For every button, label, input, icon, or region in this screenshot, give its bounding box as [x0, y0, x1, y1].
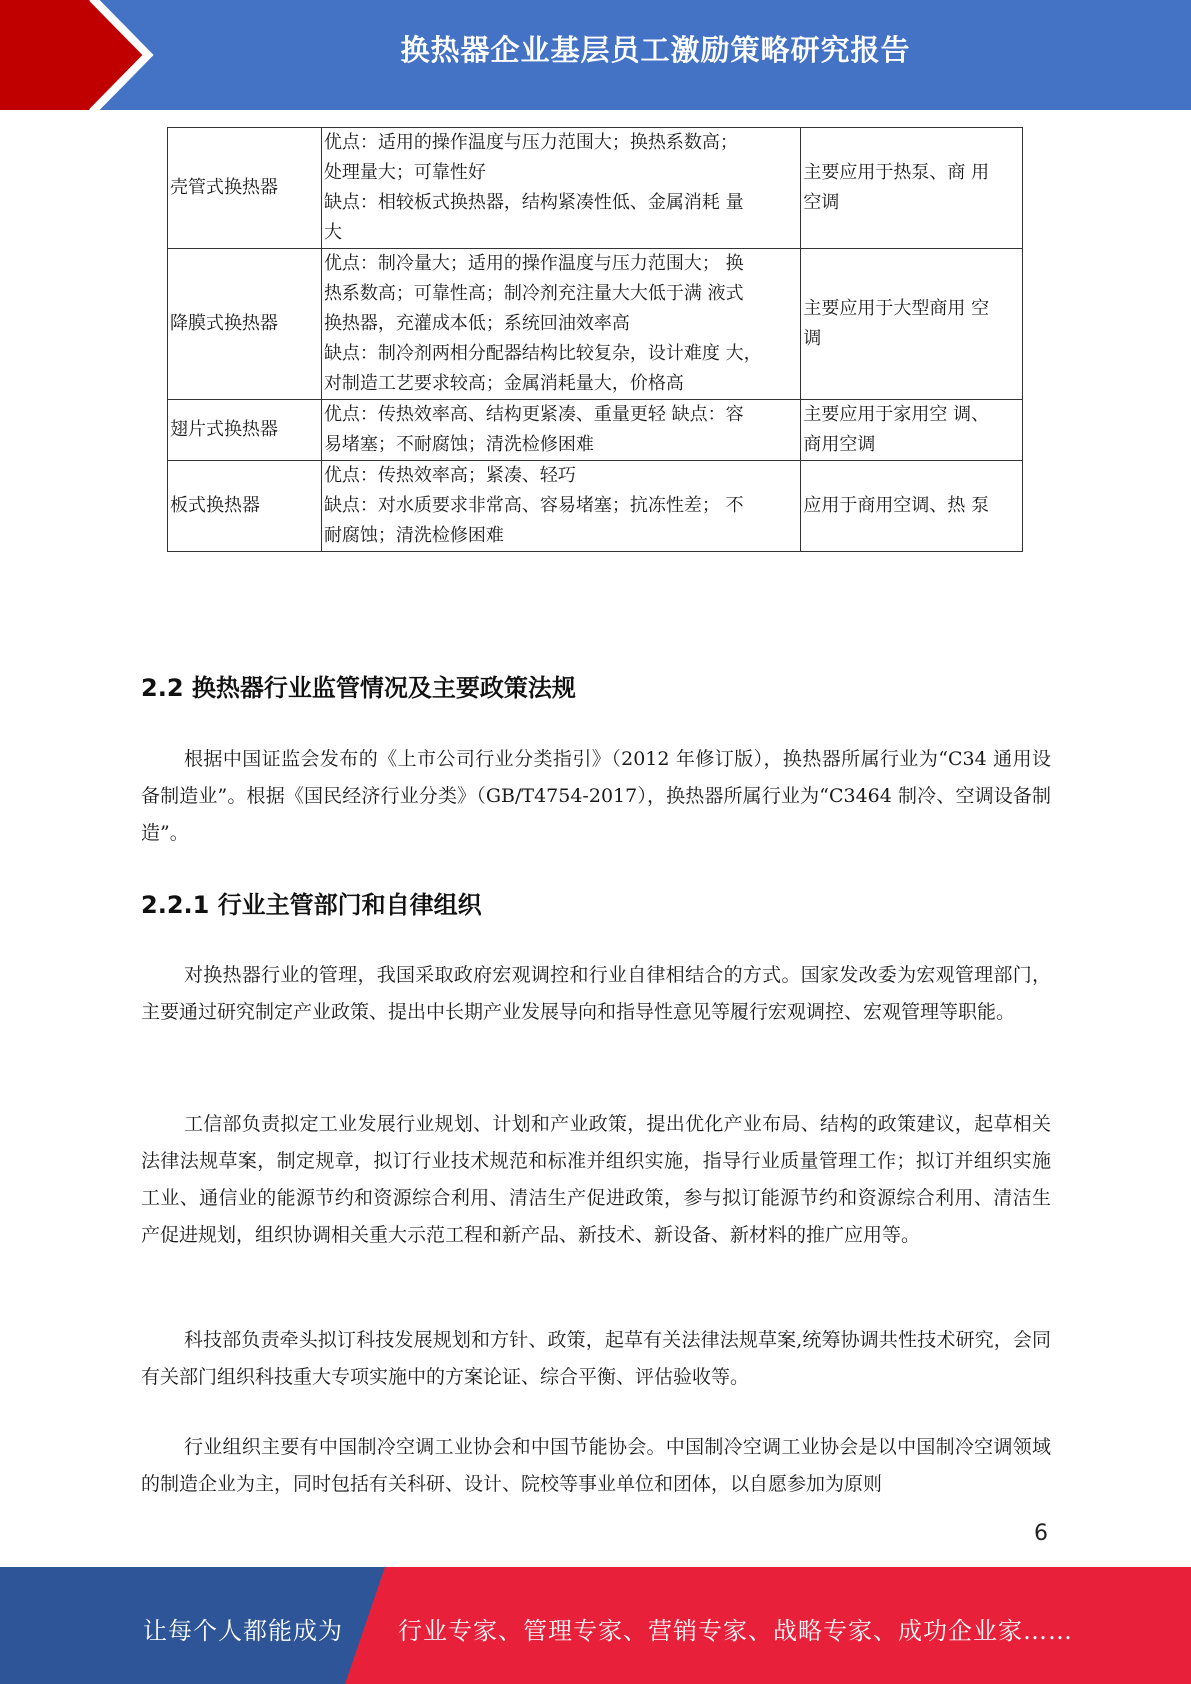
body-paragraph: 对换热器行业的管理，我国采取政府宏观调控和行业自律相结合的方式。国家发改委为宏观管理部门，主要通过研究制定产业政策、提出中长期产业发展导向和指导性意见等履行宏观调控、宏观管理等职能。	[141, 964, 1051, 1023]
pros-cons-line: 大	[323, 222, 342, 243]
application-cell	[801, 249, 1023, 400]
pros-cons-cell	[321, 249, 800, 400]
pros-cons-line: 易堵塞；不耐腐蚀；清洗检修困难	[323, 434, 594, 455]
pros-cons-line: 优点：传热效率高、结构更紧凑、重量更轻 缺点：容	[323, 404, 744, 425]
pros-cons-line: 换热器，充灌成本低；系统回油效率高	[323, 313, 630, 334]
application-line: 主要应用于家用空 调、	[803, 404, 990, 425]
exchanger-type-cell: 板式换热器	[168, 461, 322, 552]
footer-slogan-right: 行业专家、管理专家、营销专家、战略专家、成功企业家……	[398, 1617, 1073, 1645]
page-number: 6	[1034, 1521, 1048, 1546]
pros-cons-line: 缺点：对水质要求非常高、容易堵塞；抗冻性差； 不	[323, 495, 744, 516]
pros-cons-line: 缺点：相较板式换热器，结构紧凑性低、金属消耗 量	[323, 192, 744, 213]
application-line: 调	[803, 328, 822, 349]
application-cell	[801, 400, 1023, 461]
pros-cons-cell	[321, 128, 800, 249]
table-row	[168, 128, 1023, 249]
section-heading-2-2-1: 2.2.1 行业主管部门和自律组织	[141, 891, 482, 919]
application-line: 主要应用于热泵、商 用	[803, 162, 990, 183]
pros-cons-line: 优点：传热效率高；紧凑、轻巧	[323, 465, 576, 486]
pros-cons-line: 热系数高；可靠性高；制冷剂充注量大大低于满 液式	[323, 283, 744, 304]
body-paragraph: 科技部负责牵头拟订科技发展规划和方针、政策，起草有关法律法规草案,统筹协调共性技术研究，会同有关部门组织科技重大专项实施中的方案论证、综合平衡、评估验收等。	[141, 1329, 1051, 1388]
page-footer	[0, 1567, 1191, 1684]
section-heading-2-2: 2.2 换热器行业监管情况及主要政策法规	[141, 674, 576, 702]
pros-cons-cell	[321, 461, 800, 552]
section-2-2-paragraph: 根据中国证监会发布的《上市公司行业分类指引》（2012 年修订版），换热器所属行业为“C34 通用设备制造业”。根据《国民经济行业分类》（GB/T4754-2017），换热器所属行业为“C3464 制冷、空调设备制造”。	[141, 748, 1051, 844]
exchanger-type-cell: 降膜式换热器	[168, 249, 322, 400]
application-line: 主要应用于大型商用 空	[803, 298, 990, 319]
table-row	[168, 249, 1023, 400]
page-header	[0, 0, 1191, 110]
heat-exchanger-comparison-table	[167, 127, 1023, 552]
table-row	[168, 461, 1023, 552]
application-cell	[801, 461, 1023, 552]
pros-cons-line: 处理量大；可靠性好	[323, 162, 486, 183]
application-line: 空调	[803, 192, 840, 213]
body-paragraph: 行业组织主要有中国制冷空调工业协会和中国节能协会。中国制冷空调工业协会是以中国制冷空调领域的制造企业为主，同时包括有关科研、设计、院校等事业单位和团体，以自愿参加为原则	[141, 1436, 1051, 1495]
report-title: 换热器企业基层员工激励策略研究报告	[400, 33, 911, 67]
body-paragraph: 工信部负责拟定工业发展行业规划、计划和产业政策，提出优化产业布局、结构的政策建议，起草相关法律法规草案，制定规章，拟订行业技术规范和标准并组织实施，指导行业质量管理工作；拟订并组织实施工业、通信业的能源节约和资源综合利用、清洁生产促进政策，参与拟订能源节约和资源综合利用、清洁生产促进规划，组织协调相关重大示范工程和新产品、新技术、新设备、新材料的推广应用等。	[141, 1113, 1051, 1246]
pros-cons-line: 缺点：制冷剂两相分配器结构比较复杂，设计难度 大，	[323, 343, 762, 364]
exchanger-type-cell: 翅片式换热器	[168, 400, 322, 461]
application-line: 商用空调	[803, 434, 876, 455]
exchanger-type-cell: 壳管式换热器	[168, 128, 322, 249]
pros-cons-line: 优点：适用的操作温度与压力范围大；换热系数高；	[323, 132, 738, 153]
pros-cons-cell	[321, 400, 800, 461]
pros-cons-line: 优点：制冷量大；适用的操作温度与压力范围大； 换	[323, 253, 744, 274]
pros-cons-line: 耐腐蚀；清洗检修困难	[323, 525, 504, 546]
table-row	[168, 400, 1023, 461]
application-cell	[801, 128, 1023, 249]
footer-slogan-left: 让每个人都能成为	[143, 1617, 343, 1645]
application-line: 应用于商用空调、热 泵	[803, 495, 990, 516]
pros-cons-line: 对制造工艺要求较高；金属消耗量大，价格高	[323, 373, 684, 394]
